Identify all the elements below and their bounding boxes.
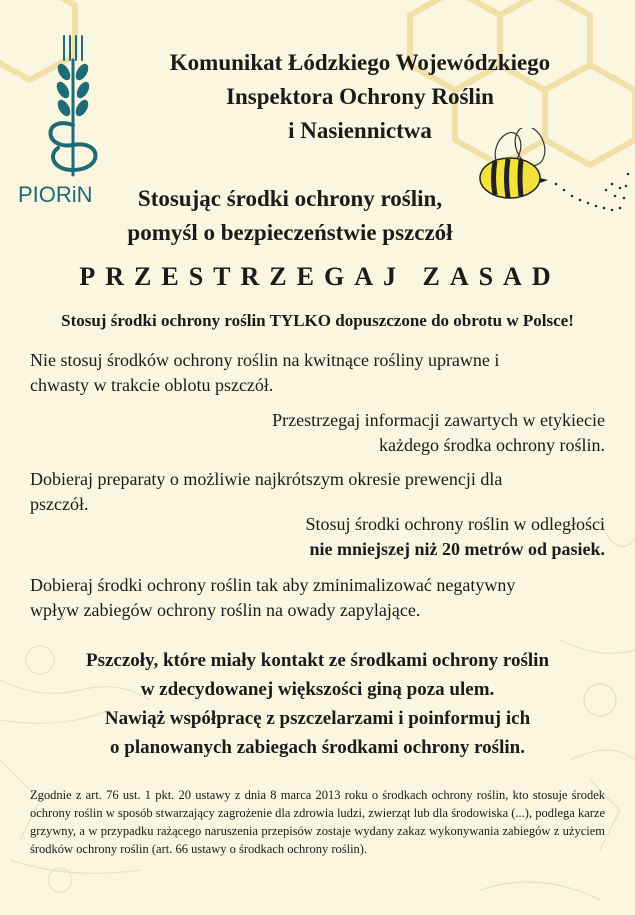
slogan-line-1: Stosując środki ochrony roślin, <box>137 186 443 211</box>
rule-short-prevention-line-2: pszczół. <box>30 494 89 514</box>
rule-distance <box>180 512 605 562</box>
slogan <box>100 182 480 250</box>
closing-line-3: Nawiąż współpracę z pszczelarzami i poinformuj ich <box>104 708 531 729</box>
rule-minimize-impact-line-1: Dobieraj środki ochrony roślin tak aby zminimalizować negatywny <box>30 575 516 595</box>
rule-no-flowering-line-2: chwasty w trakcie oblotu pszczół. <box>30 375 274 395</box>
title-line-2: Inspektora Ochrony Roślin <box>226 84 494 109</box>
rule-label-info <box>180 408 605 458</box>
closing-line-2: w zdecydowanej większości giną poza ulem. <box>140 679 495 700</box>
rule-label-info-line-1: Przestrzegaj informacji zawartych w etykiecie <box>272 410 605 430</box>
rule-approved-only: Stosuj środki ochrony roślin TYLKO dopuszczone do obrotu w Polsce! <box>61 311 574 330</box>
rule-minimize-impact <box>30 573 600 623</box>
rule-distance-line-1: Stosuj środki ochrony roślin w odległości <box>305 514 605 534</box>
rules-heading: PRZESTRZEGAJ ZASAD <box>79 262 561 291</box>
logo-text: PIORiN <box>18 182 93 207</box>
legal-note: Zgodnie z art. 76 ust. 1 pkt. 20 ustawy z dnia 8 marca 2013 roku o środkach ochrony roślin, kto stosuje środek ochrony roślin w sposób stwarzający zagrożenie dla zdrowia ludzi, zwierząt lub dla środowiska (...), podlega karze grzywny, a w przypadku rażącego naruszenia przepisów zostaje wydany zakaz wykonywania zabiegów z użyciem środków ochrony roślin (art. 66 ustawy o środkach ochrony roślin). <box>30 788 605 856</box>
slogan-line-2: pomyśl o bezpieczeństwie pszczół <box>127 220 453 245</box>
rule-no-flowering-line-1: Nie stosuj środków ochrony roślin na kwitnące rośliny uprawne i <box>30 350 500 370</box>
page-title <box>110 46 610 148</box>
title-line-1: Komunikat Łódzkiego Wojewódzkiego <box>169 50 551 75</box>
closing-message <box>20 646 615 762</box>
rule-short-prevention <box>30 467 590 517</box>
closing-line-4: o planowanych zabiegach środkami ochrony roślin. <box>110 737 525 758</box>
rule-label-info-line-2: każdego środka ochrony roślin. <box>379 435 605 455</box>
rule-distance-line-2: nie mniejszej niż 20 metrów od pasiek. <box>309 539 605 559</box>
closing-line-1: Pszczoły, które miały kontakt ze środkami ochrony roślin <box>85 650 550 671</box>
rule-short-prevention-line-1: Dobieraj preparaty o możliwie najkrótszym okresie prewencji dla <box>30 469 503 489</box>
rule-minimize-impact-line-2: wpływ zabiegów ochrony roślin na owady zapylające. <box>30 600 421 620</box>
title-line-3: i Nasiennictwa <box>288 118 432 143</box>
rule-no-flowering <box>30 348 590 398</box>
